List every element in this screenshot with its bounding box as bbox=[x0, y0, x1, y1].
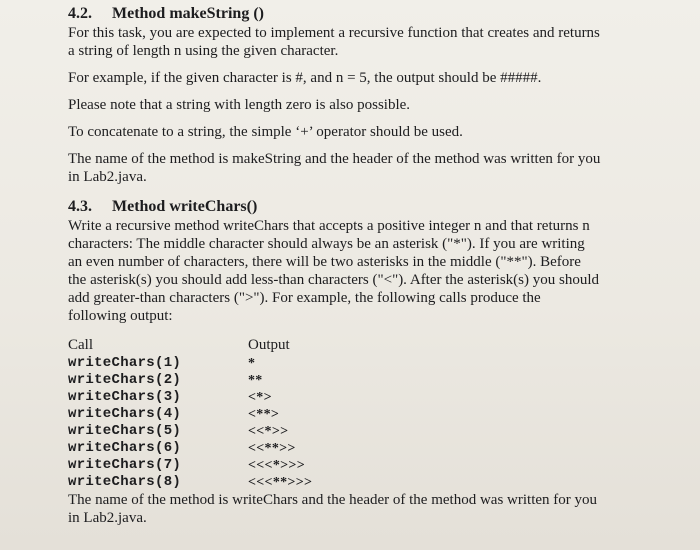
table-row bbox=[68, 440, 666, 457]
paragraph-line: add greater-than characters (">"). For example, the following calls produce the bbox=[68, 290, 541, 306]
call-output-table bbox=[68, 335, 666, 491]
output-cell: <<<**>>> bbox=[248, 475, 313, 490]
section-title: Method makeString () bbox=[112, 5, 264, 22]
section-heading-writechars bbox=[68, 197, 666, 217]
call-cell: writeChars(2) bbox=[68, 372, 182, 388]
paragraph-line: Please note that a string with length zero is also possible. bbox=[68, 97, 411, 113]
table-row bbox=[68, 389, 666, 406]
section-number: 4.3. bbox=[68, 198, 92, 215]
table-row bbox=[68, 406, 666, 423]
footer-line: in Lab2.java. bbox=[68, 510, 147, 526]
call-cell: writeChars(4) bbox=[68, 406, 182, 422]
call-cell: writeChars(1) bbox=[68, 355, 182, 371]
call-column-header: Call bbox=[68, 337, 93, 353]
table-row bbox=[68, 457, 666, 474]
section-number: 4.2. bbox=[68, 5, 92, 22]
table-row bbox=[68, 372, 666, 389]
paragraph-line: in Lab2.java. bbox=[68, 169, 147, 185]
table-row bbox=[68, 474, 666, 491]
table-row bbox=[68, 355, 666, 372]
table-row bbox=[68, 423, 666, 440]
output-cell: <*> bbox=[248, 390, 272, 405]
output-cell: <<*>> bbox=[248, 424, 289, 439]
paragraph-line: For example, if the given character is #, and n = 5, the output should be #####. bbox=[68, 70, 542, 86]
paragraph-line: a string of length n using the given character. bbox=[68, 43, 339, 59]
paragraph-line: following output: bbox=[68, 308, 173, 324]
call-cell: writeChars(5) bbox=[68, 423, 182, 439]
section-title: Method writeChars() bbox=[112, 198, 258, 215]
paragraph-line: The name of the method is makeString and the header of the method was written for you bbox=[68, 151, 601, 167]
output-column-header: Output bbox=[248, 337, 290, 353]
output-cell: <<**>> bbox=[248, 441, 296, 456]
paragraph-line: To concatenate to a string, the simple ‘+’ operator should be used. bbox=[68, 124, 463, 140]
call-cell: writeChars(8) bbox=[68, 474, 182, 490]
call-cell: writeChars(7) bbox=[68, 457, 182, 473]
paragraph-line: For this task, you are expected to implement a recursive function that creates and returns bbox=[68, 25, 600, 41]
paragraph-line: characters: The middle character should always be an asterisk ("*"). If you are writing bbox=[68, 236, 585, 252]
table-header-row bbox=[68, 335, 666, 355]
footer-line: The name of the method is writeChars and the header of the method was written for you bbox=[68, 492, 598, 508]
call-cell: writeChars(3) bbox=[68, 389, 182, 405]
paragraph-line: the asterisk(s) you should add less-than characters ("<"). After the asterisk(s) you should bbox=[68, 272, 599, 288]
output-cell: ** bbox=[248, 373, 263, 388]
output-cell: <<<*>>> bbox=[248, 458, 305, 473]
output-cell: <**> bbox=[248, 407, 280, 422]
section-heading-makestring bbox=[68, 4, 666, 24]
paragraph-line: Write a recursive method writeChars that accepts a positive integer n and that returns n bbox=[68, 218, 590, 234]
call-cell: writeChars(6) bbox=[68, 440, 182, 456]
output-cell: * bbox=[248, 356, 256, 371]
paragraph-line: an even number of characters, there will be two asterisks in the middle ("**"). Before bbox=[68, 254, 581, 270]
